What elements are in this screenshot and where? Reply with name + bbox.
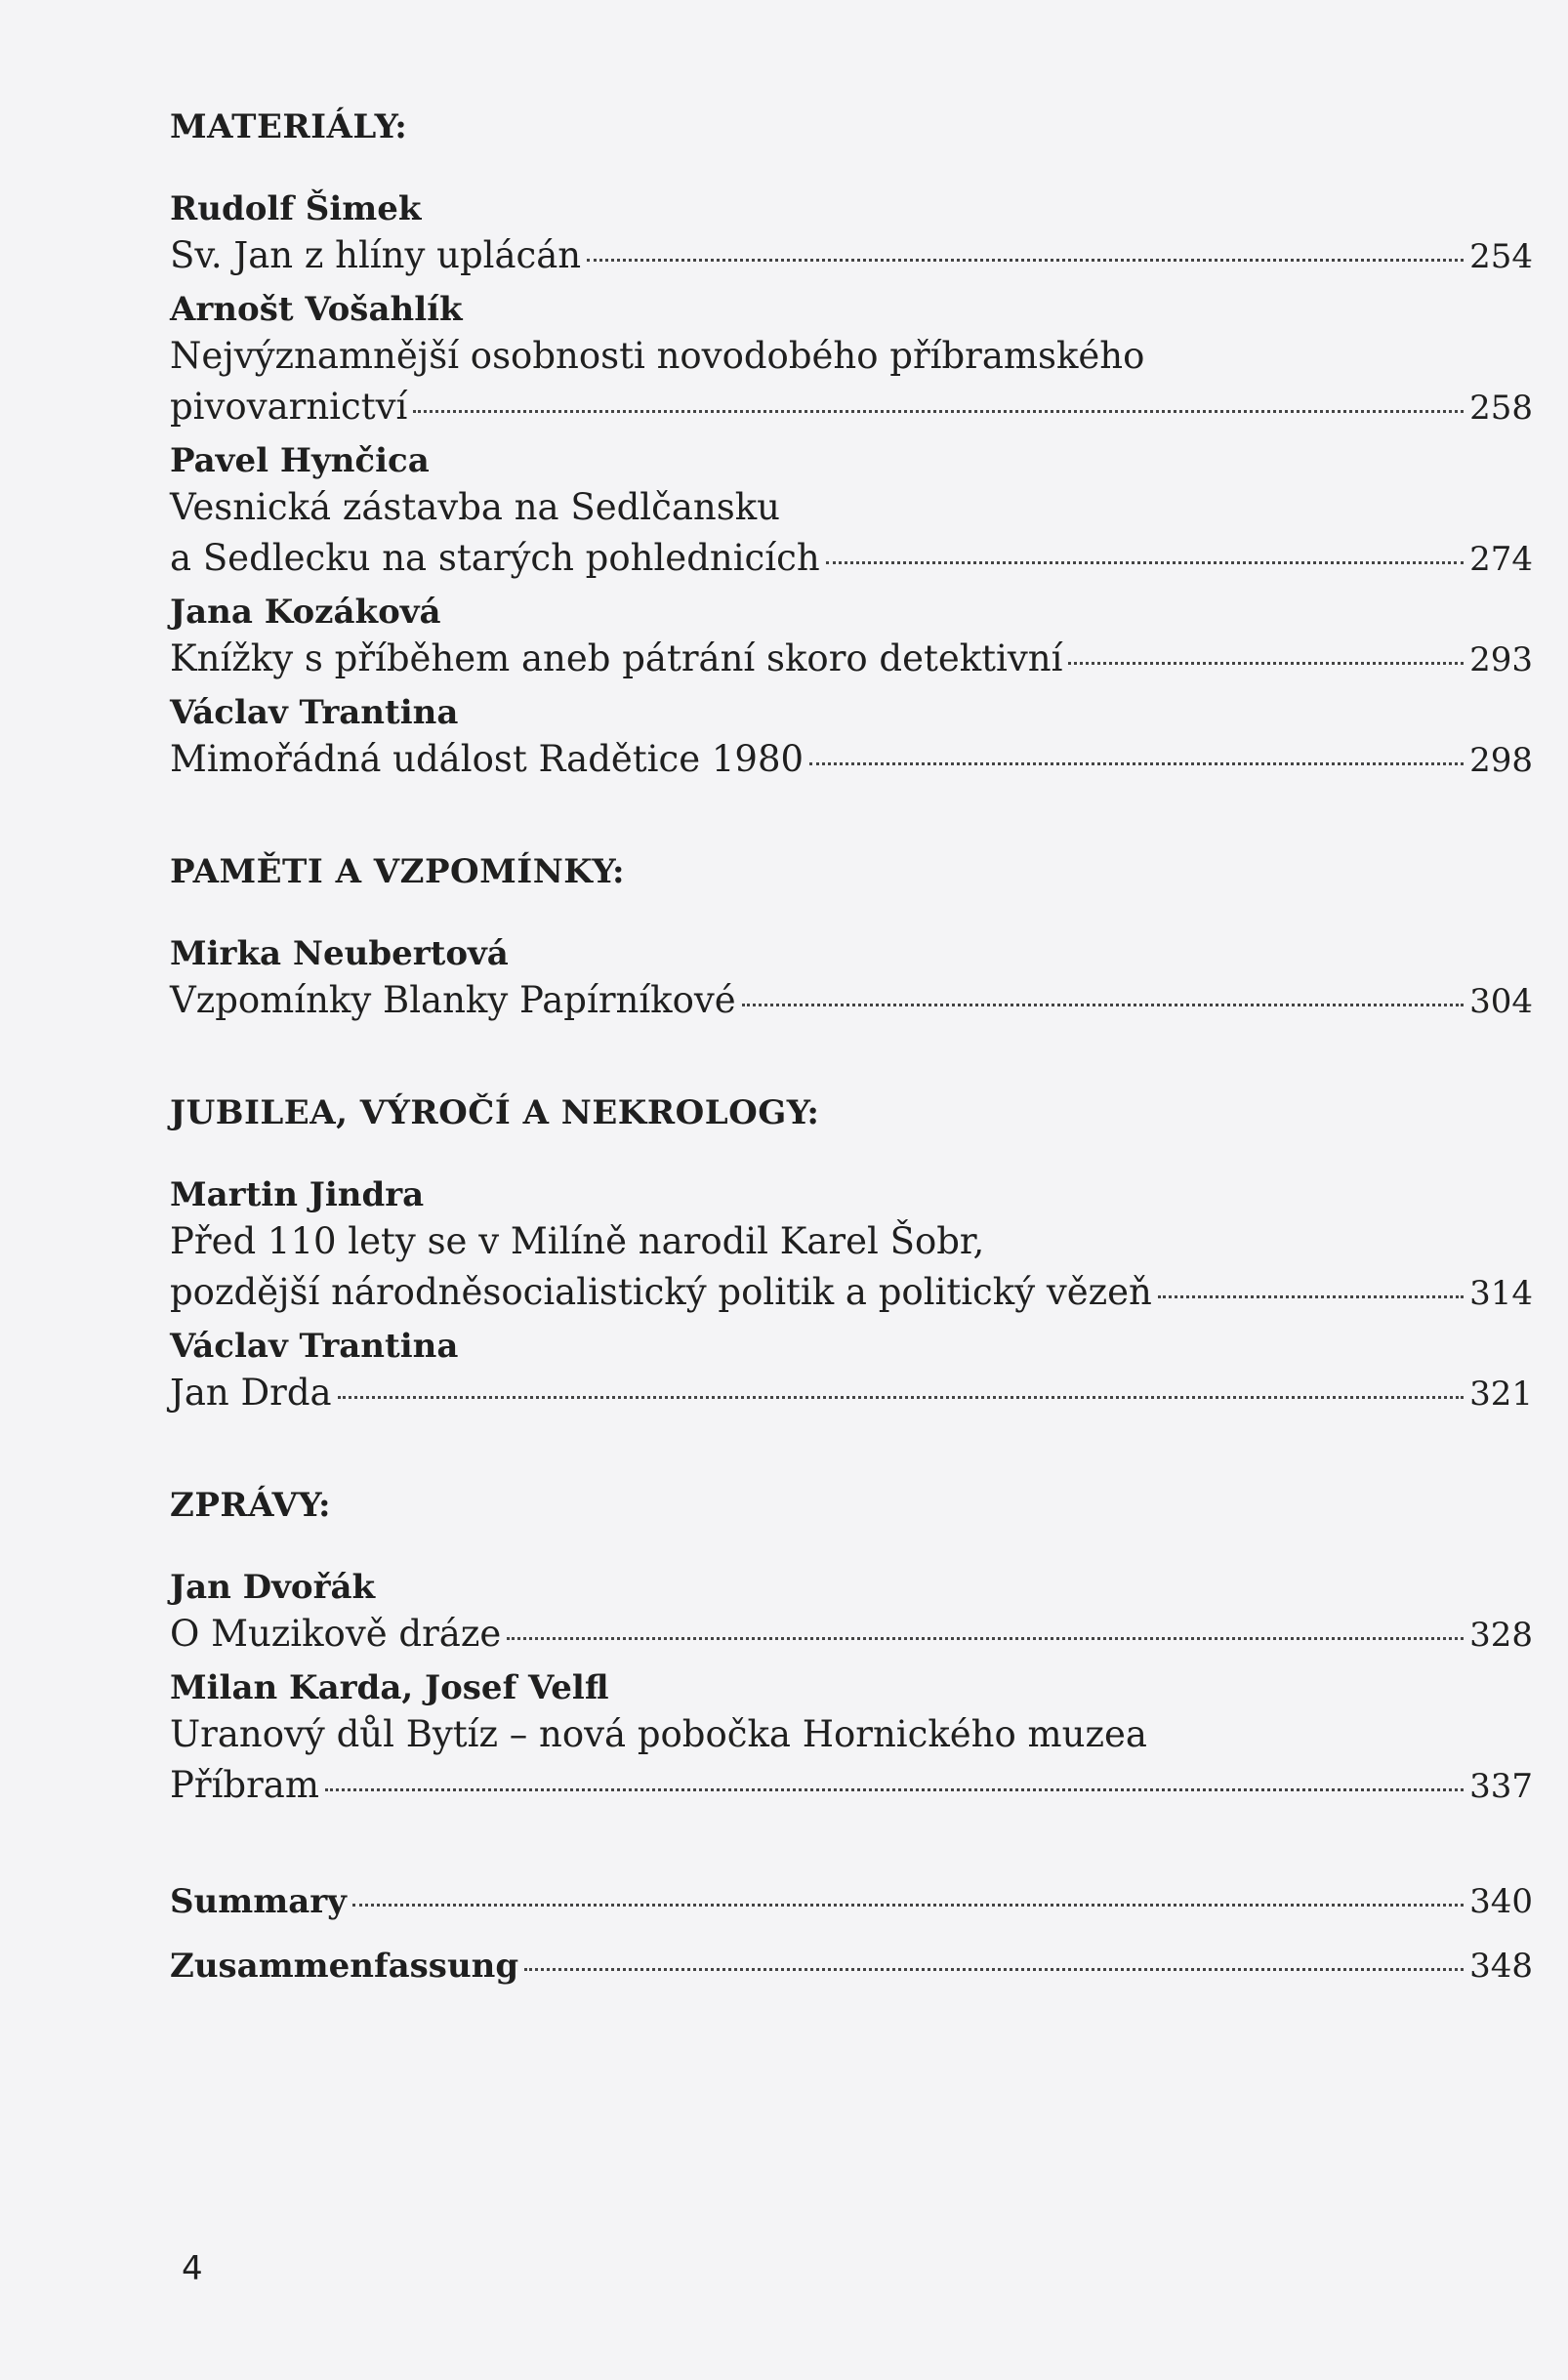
table-of-contents <box>170 105 1533 2005</box>
entry-title-line: Uranový důl Bytíz – nová pobočka Hornického muzea <box>170 1713 1147 1755</box>
dot-leader <box>524 1968 1464 1971</box>
entry-title-line-with-page <box>170 230 1533 282</box>
section-heading: PAMĚTI A VZPOMÍNKY: <box>170 852 626 891</box>
entry-author: Jan Dvořák <box>170 1568 376 1607</box>
closing-entry[interactable] <box>170 1876 1533 1927</box>
entry-title-line-with-page <box>170 382 1533 433</box>
entry-title-line-with-page <box>170 734 1533 786</box>
entry-title-text: pivovarnictví <box>170 386 408 428</box>
entry-title-line: Vesnická zástavba na Sedlčansku <box>170 486 780 528</box>
entry-title-text: Jan Drda <box>170 1372 332 1414</box>
entry-title-text: Příbram <box>170 1764 319 1806</box>
toc-entry[interactable] <box>170 187 1533 282</box>
closing-label: Summary <box>170 1882 347 1921</box>
toc-section <box>170 1484 1533 1812</box>
dot-leader <box>809 762 1464 765</box>
entry-page-number: 314 <box>1469 1274 1533 1313</box>
dot-leader <box>826 561 1464 564</box>
entry-title-text: Knížky s příběhem aneb pátrání skoro detektivní <box>170 637 1063 679</box>
entry-page-number: 304 <box>1469 982 1533 1021</box>
entry-page-number: 254 <box>1469 237 1533 276</box>
entry-title-line: Před 110 lety se v Milíně narodil Karel Šobr, <box>170 1220 985 1262</box>
entry-author: Mirka Neubertová <box>170 934 509 973</box>
entry-author: Arnošt Vošahlík <box>170 290 463 329</box>
closing-label: Zusammenfassung <box>170 1947 519 1986</box>
closing-entries <box>170 1876 1533 1991</box>
entry-title-text: O Muzikově dráze <box>170 1613 502 1655</box>
toc-entry[interactable] <box>170 288 1533 433</box>
toc-section <box>170 105 1533 786</box>
entry-author: Jana Kozáková <box>170 593 441 632</box>
toc-entry[interactable] <box>170 1566 1533 1661</box>
dot-leader <box>338 1396 1465 1399</box>
entry-title-line-with-page <box>170 1267 1533 1319</box>
entry-title-line-with-page <box>170 1760 1533 1812</box>
dot-leader <box>352 1904 1464 1907</box>
closing-entry[interactable] <box>170 1941 1533 1991</box>
dot-leader <box>507 1637 1464 1640</box>
closing-page-number: 340 <box>1469 1882 1533 1921</box>
toc-entry[interactable] <box>170 1173 1533 1319</box>
section-heading: JUBILEA, VÝROČÍ A NEKROLOGY: <box>170 1093 820 1132</box>
toc-entry[interactable] <box>170 591 1533 685</box>
entry-page-number: 298 <box>1469 741 1533 780</box>
section-heading: MATERIÁLY: <box>170 107 408 146</box>
entry-title-line-with-page <box>170 533 1533 585</box>
entry-title-text: Mimořádná událost Radětice 1980 <box>170 738 805 780</box>
toc-section <box>170 850 1533 1027</box>
entry-page-number: 258 <box>1469 389 1533 428</box>
toc-entry[interactable] <box>170 1325 1533 1419</box>
toc-entry[interactable] <box>170 932 1533 1027</box>
dot-leader <box>413 410 1464 413</box>
dot-leader <box>325 1788 1464 1791</box>
entry-page-number: 328 <box>1469 1616 1533 1655</box>
entry-title-text: Sv. Jan z hlíny uplácán <box>170 234 582 276</box>
toc-entry[interactable] <box>170 691 1533 786</box>
entry-page-number: 274 <box>1469 540 1533 579</box>
entry-author: Rudolf Šimek <box>170 189 422 228</box>
entry-page-number: 337 <box>1469 1767 1533 1806</box>
toc-entry[interactable] <box>170 1666 1533 1812</box>
entry-page-number: 321 <box>1469 1375 1533 1414</box>
section-heading: ZPRÁVY: <box>170 1486 332 1525</box>
entry-title-line: Nejvýznamnější osobnosti novodobého příbramského <box>170 335 1145 377</box>
entry-title-line-with-page <box>170 634 1533 685</box>
entry-title-line-with-page <box>170 1609 1533 1661</box>
toc-section <box>170 1091 1533 1419</box>
page-number: 4 <box>182 2249 203 2288</box>
entry-title-text: a Sedlecku na starých pohlednicích <box>170 537 820 579</box>
dot-leader <box>1068 662 1464 665</box>
closing-page-number: 348 <box>1469 1947 1533 1986</box>
entry-page-number: 293 <box>1469 640 1533 679</box>
entry-author: Pavel Hynčica <box>170 441 430 480</box>
entry-title-text: pozdější národněsocialistický politik a politický vězeň <box>170 1271 1152 1313</box>
dot-leader <box>587 259 1464 262</box>
entry-author: Václav Trantina <box>170 693 459 732</box>
toc-entry[interactable] <box>170 439 1533 585</box>
entry-title-text: Vzpomínky Blanky Papírníkové <box>170 979 736 1021</box>
entry-title-line-with-page <box>170 1368 1533 1419</box>
dot-leader <box>742 1004 1464 1006</box>
entry-author: Martin Jindra <box>170 1175 425 1214</box>
entry-author: Václav Trantina <box>170 1327 459 1366</box>
dot-leader <box>1158 1295 1464 1298</box>
entry-author: Milan Karda, Josef Velfl <box>170 1668 609 1707</box>
entry-title-line-with-page <box>170 975 1533 1027</box>
